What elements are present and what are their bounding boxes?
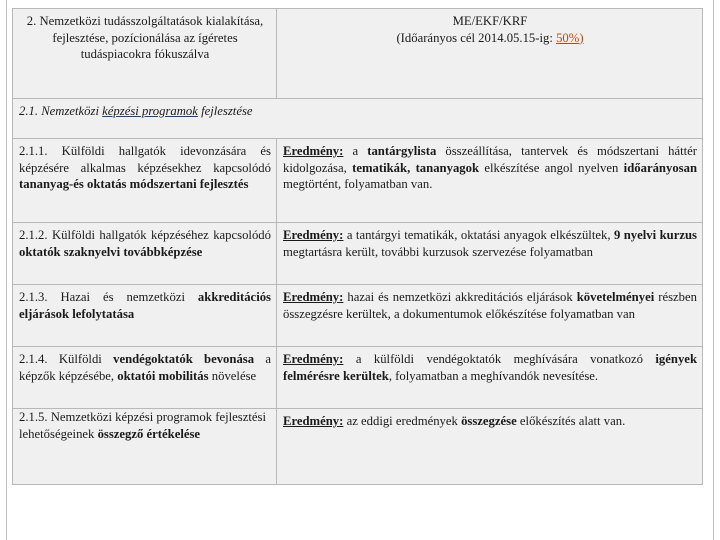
- result-bold: 9 nyelvi kurzus: [613, 228, 697, 242]
- task-text: a képzők képzésébe,: [19, 352, 271, 383]
- result-text: megtartásra került, további kurzusok szervezése folyamatban: [283, 244, 594, 259]
- result-text: részben összegzésre kerültek, a dokumentumok előkészítése folyamatban van: [283, 290, 697, 321]
- section-row: [13, 99, 703, 139]
- result-cell: [277, 285, 703, 347]
- result-text: , folyamatban a meghívandók nevesítése.: [388, 368, 599, 383]
- objectives-table: [12, 8, 703, 485]
- table-row: [13, 285, 703, 347]
- task-cell: [13, 409, 277, 485]
- result-cell: [277, 347, 703, 409]
- task-text: 2.1.4. Külföldi: [19, 352, 114, 366]
- section-rest: fejlesztése: [197, 104, 253, 118]
- header-target-line: [283, 30, 697, 47]
- page-border-left: [6, 0, 7, 540]
- header-indicator-cell: [277, 9, 703, 99]
- task-cell: [13, 285, 277, 347]
- header-goal-title: 2. Nemzetközi tudásszolgáltatások kialakítása, fejlesztése, pozícionálása az ígéretes tudáspiacokra fókuszálva: [26, 14, 264, 61]
- header-goal-cell: [13, 9, 277, 99]
- header-target-label: (Időarányos cél 2014.05.15-ig:: [396, 30, 557, 45]
- task-bold: vendégoktatók bevonása: [113, 352, 255, 366]
- result-bold: időarányosan: [623, 160, 697, 175]
- task-text: 2.1.1. Külföldi hallgatók idevonzására és képzésére alkalmas képzésekhez kapcsolódó: [19, 144, 271, 175]
- result-text: elkészítése angol nyelven: [479, 160, 624, 175]
- result-bold: igények felmérésre kerültek: [283, 352, 697, 383]
- result-text: az eddigi eredmények: [343, 414, 462, 428]
- task-bold: összegző értékelése: [97, 426, 201, 441]
- task-text: 2.1.2. Külföldi hallgatók képzéséhez kapcsolódó: [19, 228, 271, 242]
- header-indicator-code: ME/EKF/KRF: [452, 14, 528, 28]
- section-number: 2.1. Nemzetközi: [19, 104, 103, 118]
- result-bold: összegzése: [461, 414, 517, 428]
- result-label: Eredmény:: [283, 228, 344, 242]
- result-cell: [277, 409, 703, 485]
- task-cell: [13, 139, 277, 223]
- result-text: előkészítés alatt van.: [516, 414, 626, 428]
- task-bold: oktatók szaknyelvi továbbképzése: [19, 244, 203, 259]
- task-bold: oktatói mobilitás: [117, 368, 209, 383]
- result-label: Eredmény:: [283, 144, 344, 158]
- task-text: 2.1.5. Nemzetközi képzési programok fejlesztési lehetőségeinek: [19, 410, 266, 441]
- task-text: növelése: [208, 368, 257, 383]
- task-bold: akkreditációs eljárások lefolytatása: [19, 290, 271, 321]
- result-text: összeállítása, tantervek és módszertani háttér kidolgozása,: [283, 144, 697, 175]
- result-bold: tantárgylista: [367, 144, 437, 158]
- result-cell: [277, 139, 703, 223]
- section-title-cell: [13, 99, 703, 139]
- section-underlined: képzési programok: [102, 104, 198, 118]
- result-text: megtörtént, folyamatban van.: [283, 177, 433, 191]
- header-row: [13, 9, 703, 99]
- result-label: Eredmény:: [283, 352, 344, 366]
- result-bold: követelményei: [576, 290, 655, 304]
- result-cell: [277, 223, 703, 285]
- header-target-percent: 50%): [556, 30, 584, 45]
- result-bold: tematikák, tananyagok: [352, 160, 480, 175]
- result-text: hazai és nemzetközi akkreditációs eljárások: [343, 290, 577, 304]
- task-cell: [13, 223, 277, 285]
- result-text: a: [343, 144, 368, 158]
- result-label: Eredmény:: [283, 290, 344, 304]
- page-border-right: [713, 0, 714, 540]
- task-bold: tananyag-és oktatás módszertani fejlesztés: [19, 177, 249, 191]
- task-cell: [13, 347, 277, 409]
- table-row: [13, 347, 703, 409]
- result-text: a külföldi vendégoktatók meghívására vonatkozó: [343, 352, 656, 366]
- table-row: [13, 409, 703, 485]
- table-row: [13, 139, 703, 223]
- task-text: 2.1.3. Hazai és nemzetközi: [19, 290, 198, 304]
- result-label: Eredmény:: [283, 414, 344, 428]
- table-row: [13, 223, 703, 285]
- result-text: a tantárgyi tematikák, oktatási anyagok elkészültek,: [343, 228, 614, 242]
